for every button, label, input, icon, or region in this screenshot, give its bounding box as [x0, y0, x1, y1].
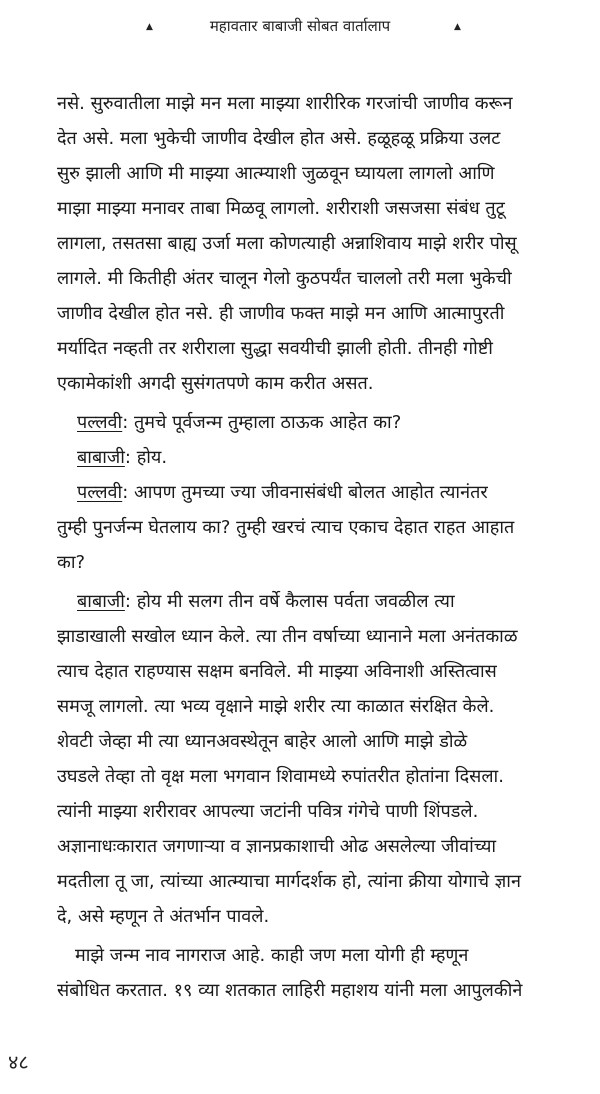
text-line: दे, असे म्हणून ते अंतर्भान पावले. [57, 906, 270, 927]
page-number: ४८ [8, 1050, 29, 1074]
dialogue-text: : होय. [124, 447, 168, 468]
text-line: मदतीला तू जा, त्यांच्या आत्म्याचा मार्गदर्शक हो, त्यांना क्रीया योगाचे ज्ञान [57, 871, 521, 892]
text-line: जाणीव देखील होत नसे. ही जाणीव फक्त माझे मन आणि आत्मापुरती [57, 303, 505, 324]
speaker-label: पल्लवी [77, 412, 123, 433]
text-line: झाडाखाली सखोल ध्यान केले. त्या तीन वर्षाच्या ध्यानाने मला अनंतकाळ [57, 626, 518, 647]
text-line: त्याच देहात राहण्यास सक्षम बनविले. मी माझ्या अविनाशी अस्तित्वास [57, 661, 497, 682]
text-line: माझे जन्म नाव नागराज आहे. काही जण मला योगी ही म्हणून [75, 945, 469, 966]
text-line: का? [57, 552, 86, 573]
text-line: त्यांनी माझ्या शरीरावर आपल्या जटांनी पवित्र गंगेचे पाणी शिंपडले. [57, 801, 479, 822]
book-title: महावतार बाबाजी सोबत वार्तालाप [209, 17, 391, 35]
dialogue-text: : आपण तुमच्या ज्या जीवनासंबंधी बोलत आहोत त्यानंतर [122, 482, 488, 503]
triangle-marker-icon: ▲ [454, 22, 461, 32]
text-line: समजू लागलो. त्या भव्य वृक्षाने माझे शरीर त्या काळात संरक्षित केले. [57, 696, 495, 717]
paragraph-last [57, 938, 592, 1008]
text-line: उघडले तेव्हा तो वृक्ष मला भगवान शिवामध्ये रुपांतरीत होतांना दिसला. [57, 766, 504, 787]
dialogue-text: : होय मी सलग तीन वर्षे कैलास पर्वता जवळील त्या [124, 591, 455, 612]
text-line: तुम्ही पुनर्जन्म घेतलाय का? तुम्ही खरचं त्याच एकाच देहात राहत आहात [57, 517, 515, 538]
triangle-marker-icon: ▲ [146, 22, 153, 32]
text-line: माझा माझ्या मनावर ताबा मिळवू लागलो. शरीराशी जसजसा संबंध तुटू [57, 198, 505, 219]
text-line: मर्यादित नव्हती तर शरीराला सुद्धा सवयीची झाली होती. तीनही गोष्टी [57, 338, 493, 359]
dialogue-line [57, 405, 592, 440]
dialogue-line [57, 440, 592, 475]
dialogue-line [57, 584, 592, 619]
text-line: अज्ञानाधःकारात जगणाऱ्या व ज्ञानप्रकाशाची ओढ असलेल्या जीवांच्या [57, 836, 497, 857]
text-line: सुरु झाली आणि मी माझ्या आत्म्याशी जुळवून घ्यायला लागलो आणि [57, 163, 495, 184]
text-line: एकामेकांशी अगदी सुसंगतपणे काम करीत असत. [57, 373, 374, 394]
text-line: लागला, तसतसा बाह्य उर्जा मला कोणत्याही अन्नाशिवाय माझे शरीर पोसू [57, 233, 517, 254]
running-header [0, 6, 600, 46]
speaker-label: बाबाजी [77, 447, 125, 468]
dialogue-line [57, 475, 592, 510]
text-line: शेवटी जेव्हा मी त्या ध्यानअवस्थेतून बाहेर आलो आणि माझे डोळे [57, 731, 468, 752]
text-line: नसे. सुरुवातीला माझे मन मला माझ्या शारीरिक गरजांची जाणीव करून [57, 93, 513, 114]
text-line: लागले. मी कितीही अंतर चालून गेलो कुठपर्यंत चाललो तरी मला भुकेची [57, 268, 512, 289]
text-line: देत असे. मला भुकेची जाणीव देखील होत असे. हळूहळू प्रक्रिया उलट [57, 128, 501, 149]
text-line: संबोधित करतात. १९ व्या शतकात लाहिरी महाशय यांनी मला आपुलकीने [57, 980, 523, 1001]
dialogue-block [57, 475, 592, 580]
dialogue-block [57, 584, 592, 934]
page-body [57, 86, 592, 1008]
speaker-label: बाबाजी [77, 591, 125, 612]
dialogue-text: : तुमचे पूर्वजन्म तुम्हाला ठाऊक आहेत का? [122, 412, 402, 433]
paragraph-1 [57, 86, 592, 401]
speaker-label: पल्लवी [77, 482, 123, 503]
